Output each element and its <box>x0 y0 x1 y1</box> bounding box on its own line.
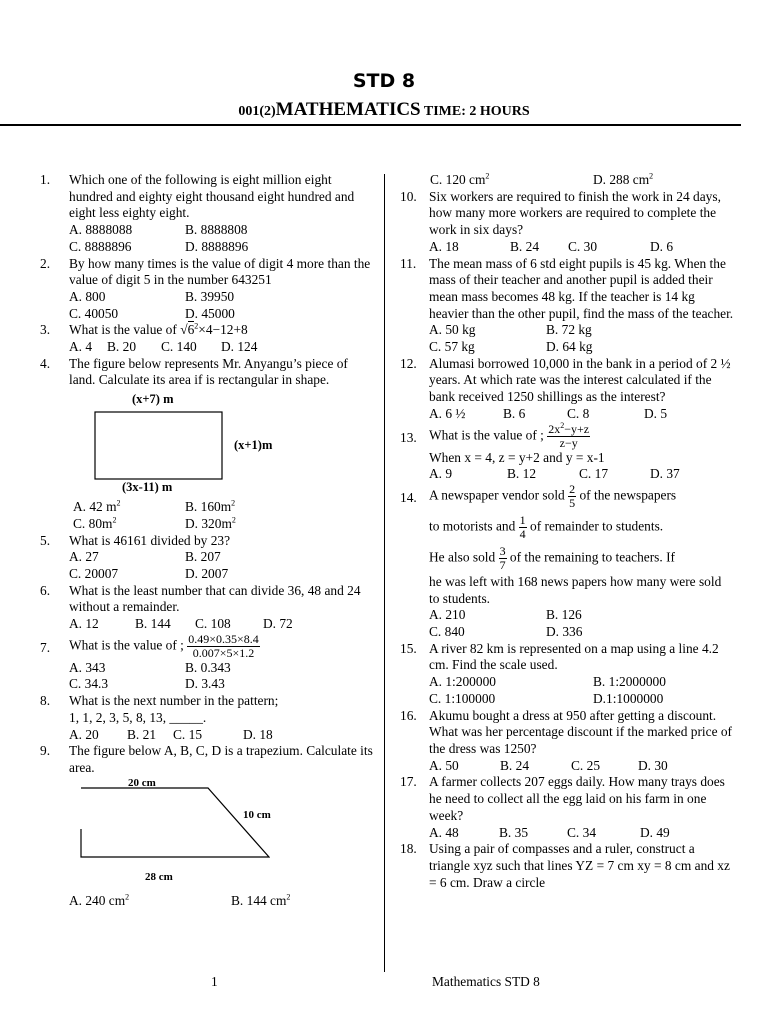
option-b: B. $160m^2$ <box>185 498 236 515</box>
page-title: STD 8 <box>352 70 416 92</box>
option-d: D. 18 <box>243 726 273 742</box>
option-c: C. 15 <box>173 726 203 742</box>
figure-bottom-label: 28 cm <box>145 870 173 883</box>
question-7: 7. What is the value of ; $\frac{0.49\times 0.35\times 8.4}{0.007\times 5\times 1.2}$ A. 343 B. 0.343 C. 34.3 D. 3.43 <box>40 633 375 693</box>
option-c: C. 20007 <box>69 565 119 581</box>
option-b: B. 72 kg <box>546 322 592 338</box>
question-text: Akumu bought a dress at 950 after getting a discount. What was her percentage discount if the marked price of the dress was 1250? <box>429 707 733 756</box>
option-c: C. 1:100000 <box>429 690 496 706</box>
question-text: Six workers are required to finish the work in 24 days, how many more workers are required to complete the work in six days? <box>429 188 721 238</box>
fraction: $\frac{2}{5}$ <box>569 481 576 510</box>
option-c: C. 140 <box>161 339 197 355</box>
fraction: $\frac{1}{4}$ <box>519 512 526 541</box>
question-text: What is the value of ; $\frac{2x^2-y+z}{z-y}$ <box>429 420 590 450</box>
option-a: A. 48 <box>429 824 459 840</box>
option-b: B. 0.343 <box>185 659 231 675</box>
option-b: B. 126 <box>546 607 582 623</box>
option-a: A. 18 <box>429 238 459 254</box>
option-c: C. 30 <box>568 238 598 254</box>
option-a: A. 1:200000 <box>429 674 496 690</box>
question-text: By how many times is the value of digit 4 more than the value of digit 5 in the number 643251 <box>69 255 371 288</box>
number-pattern: 1, 1, 2, 3, 5, 8, 13, _____. <box>69 709 207 725</box>
option-b: B. 1:2000000 <box>593 674 666 690</box>
rectangle-shape <box>94 411 224 481</box>
option-b: B. 6 <box>503 405 526 421</box>
trapezium-shape <box>80 787 270 867</box>
option-b: B. 35 <box>499 824 529 840</box>
option-b: B. 24 <box>500 757 530 773</box>
question-4: 4. The figure below represents Mr. Anyangu’s piece of land. Calculate its area if is rectangular in shape. <box>40 356 375 389</box>
option-a: A. 4 <box>69 339 93 355</box>
option-a: A. 343 <box>69 659 106 675</box>
option-a: A. 210 <box>429 607 466 623</box>
option-b: B. 39950 <box>185 288 235 304</box>
question-text: A farmer collects 207 eggs daily. How many trays does he need to collect all the egg laid on his farm in one week? <box>429 774 725 823</box>
option-d: D. 8888896 <box>185 238 249 254</box>
option-a: A. 8888088 <box>69 222 133 238</box>
question-12: 12. Alumasi borrowed 10,000 in the bank in a period of 2 ½ years. At which rate was the interest calculated if the bank received 1250 shillings as the interest? A. 6 ½ B. 6 C. 8 D. 5 <box>400 356 735 423</box>
left-column <box>40 172 375 909</box>
option-a: A. 27 <box>69 549 99 565</box>
option-b: B. 12 <box>507 466 537 482</box>
option-a: A. 800 <box>69 288 106 304</box>
question-text: he was left with 168 news papers how many were sold to students. <box>429 573 722 606</box>
option-d: D. 288 $cm^2$ <box>593 171 654 187</box>
figure-side-label: 10 cm <box>243 808 271 821</box>
question-16: 16. Akumu bought a dress at 950 after getting a discount. What was her percentage discount if the marked price of the dress was 1250? A. 50 B. 24 C. 25 D. 30 <box>400 708 735 775</box>
question-text: The figure below A, B, C, D is a trapezium. Calculate its area. <box>69 743 373 775</box>
sqrt-symbol: $√6^2$ <box>180 321 199 338</box>
question-condition: When x = 4, z = y+2 and y = x-1 <box>429 449 605 465</box>
option-d: D. 2007 <box>185 565 229 581</box>
option-b: B. 144 <box>135 616 171 632</box>
question-text: What is the next number in the pattern; <box>69 693 279 709</box>
option-c: C. 34.3 <box>69 676 109 692</box>
option-d: D. 336 <box>546 624 583 640</box>
option-b: B. 144 $cm^2$ <box>231 892 291 908</box>
exam-code: 001(2) <box>238 104 276 119</box>
option-c: C. 120 $cm^2$ <box>430 171 490 187</box>
option-c: C. 57 kg <box>429 339 475 355</box>
footer-title: Mathematics STD 8 <box>432 974 540 989</box>
option-c: C. 108 <box>195 616 231 632</box>
option-c: C. 40050 <box>69 305 119 321</box>
figure-top-label: 20 cm <box>128 776 156 789</box>
question-text: What is the least number that can divide 36, 48 and 24 without a remainder. <box>69 582 361 615</box>
figure-top-label: (x+7) m <box>132 392 174 407</box>
question-text: What is the value of ; $\frac{0.49\times 0.35\times 8.4}{0.007\times 5\times 1.2}$ <box>69 631 259 660</box>
exam-subject: MATHEMATICS <box>275 99 421 120</box>
question-15: 15. A river 82 km is represented on a map using a line 4.2 cm. Find the scale used. A. 1:200000 B. 1:2000000 C. 1:100000 D.1:1000000 <box>400 641 735 708</box>
option-d: D. 3.43 <box>185 676 225 692</box>
question-13: 13. What is the value of ; $\frac{2x^2-y+z}{z-y}$ When x = 4, z = y+2 and y = x-1 A. 9 B. 12 C. 17 D. 37 <box>400 423 735 483</box>
question-text: Using a pair of compasses and a ruler, construct a triangle xyz such that lines YZ = 7 cm xy = 8 cm and xz = 6 cm. Draw a circle <box>429 841 730 890</box>
question-text: What is the value of $√6^2\times 4-12+8$ <box>69 321 248 338</box>
question-1: 1. Which one of the following is eight million eight hundred and eighty eight thousand eight hundred and eight less eighty eight. A. 8888088 B. 8888808 C. 8888896 D. 8888896 <box>40 172 375 256</box>
question-11: 11. The mean mass of 6 std eight pupils is 45 kg. When the mass of their teacher and another pupil is added their mean mass becomes 48 kg. If the teacher is 14 kg heavier than the other pupil, find the mass of the teacher. A. 50 kg B. 72 kg C. 57 kg D. 64 kg <box>400 255 734 355</box>
header-rule <box>0 124 741 126</box>
rectangle-figure <box>40 389 375 499</box>
question-text: The figure below represents Mr. Anyangu’s piece of land. Calculate its area if is rectangular in shape. <box>69 355 348 388</box>
exam-time: TIME: 2 HOURS <box>423 104 530 119</box>
option-b: B. 21 <box>127 726 157 742</box>
question-text: Which one of the following is eight million eight hundred and eighty eight thousand eight hundred and eight less eighty eight. <box>69 172 355 221</box>
option-b: B. 207 <box>185 549 221 565</box>
option-d: D. 72 <box>263 616 293 632</box>
option-a: A. 6 ½ <box>429 405 466 421</box>
question-text: A river 82 km is represented on a map using a line 4.2 cm. Find the scale used. <box>429 640 719 673</box>
option-d: D. 37 <box>650 466 680 482</box>
option-a: A. 9 <box>429 466 453 482</box>
option-c: C. 8 <box>567 405 590 421</box>
option-d: D. 64 kg <box>546 339 593 355</box>
question-5: 5. What is 46161 divided by 23? A. 27 B. 207 C. 20007 D. 2007 <box>40 533 375 583</box>
column-divider <box>384 174 385 972</box>
question-9: 9. The figure below A, B, C, D is a trapezium. Calculate its area. <box>40 743 375 776</box>
question-17: 17. A farmer collects 207 eggs daily. How many trays does he need to collect all the egg laid on his farm in one week? A. 48 B. 35 C. 34 D. 49 <box>400 774 735 841</box>
option-d: D. 30 <box>638 757 668 773</box>
figure-bottom-label: (3x-11) m <box>122 480 173 495</box>
question-text: Alumasi borrowed 10,000 in the bank in a period of 2 ½ years. At which rate was the interest calculated if the bank received 1250 shillings as the interest? <box>429 355 731 405</box>
question-text: The mean mass of 6 std eight pupils is 45 kg. When the mass of their teacher and another pupil is added their mean mass becomes 48 kg. If the teacher is 14 kg heavier than the other pupil, find the mass of the teacher. <box>429 255 734 321</box>
trapezium-figure <box>40 777 375 887</box>
option-a: A. 20 <box>69 726 99 742</box>
option-c: C. 8888896 <box>69 238 132 254</box>
option-d: D. 6 <box>650 238 674 254</box>
option-d: D.1:1000000 <box>593 690 664 706</box>
question-text: What is 46161 divided by 23? <box>69 532 231 548</box>
option-c: C. 840 <box>429 624 465 640</box>
question-14: 14. A newspaper vendor sold $\frac{2}{5}$ of the newspapers to motorists and $\frac{1}{4}$ of remainder to students. He also sold $\frac{3}{7}$ of the remaining to teachers. If he was left with 168 news papers how many were sold to students. A. 210 B. 126 C. 840 D. 336 <box>400 483 735 641</box>
option-a: A. 42 $m^2$ <box>73 498 121 515</box>
fraction: $\frac{2x^2-y+z}{z-y}$ <box>548 420 590 450</box>
fraction: $\frac{3}{7}$ <box>499 543 506 572</box>
option-d: D. 45000 <box>185 305 235 321</box>
question-18: 18. Using a pair of compasses and a ruler, construct a triangle xyz such that lines YZ = 7 cm xy = 8 cm and xz = 6 cm. Draw a circle <box>400 841 735 891</box>
exam-subtitle <box>0 99 768 121</box>
right-column <box>400 172 735 891</box>
question-6: 6. What is the least number that can divide 36, 48 and 24 without a remainder. A. 12 B. 144 C. 108 D. 72 <box>40 583 375 633</box>
option-b: B. 24 <box>510 238 540 254</box>
option-a: A. 50 <box>429 757 459 773</box>
fraction: $\frac{0.49\times 0.35\times 8.4}{0.007\times 5\times 1.2}$ <box>188 631 259 660</box>
option-d: D. $320m^2$ <box>185 515 236 531</box>
page-number: 1 <box>211 974 218 989</box>
option-c: C. $80m^2$ <box>73 515 117 531</box>
option-d: D. 5 <box>644 405 668 421</box>
option-a: A. 240 $cm^2$ <box>69 892 130 908</box>
option-c: C. 34 <box>567 824 597 840</box>
option-d: D. 124 <box>221 339 258 355</box>
option-a: A. 12 <box>69 616 99 632</box>
option-b: B. 20 <box>107 339 137 355</box>
figure-side-label: (x+1)m <box>234 438 273 453</box>
question-8: 8. What is the next number in the pattern; 1, 1, 2, 3, 5, 8, 13, _____. A. 20 B. 21 C. 15 D. 18 <box>40 693 375 743</box>
question-9-continued <box>400 172 735 189</box>
question-3: 3. What is the value of $√6^2\times 4-12+8$ A. 4 B. 20 C. 140 D. 124 <box>40 322 375 355</box>
option-c: C. 17 <box>579 466 609 482</box>
option-a: A. 50 kg <box>429 322 476 338</box>
option-d: D. 49 <box>640 824 670 840</box>
option-c: C. 25 <box>571 757 601 773</box>
question-10: 10. Six workers are required to finish the work in 24 days, how many more workers are required to complete the work in six days? A. 18 B. 24 C. 30 D. 6 <box>400 189 735 256</box>
question-2: 2. By how many times is the value of digit 4 more than the value of digit 5 in the number 643251 A. 800 B. 39950 C. 40050 D. 45000 <box>40 256 375 323</box>
option-b: B. 8888808 <box>185 222 248 238</box>
